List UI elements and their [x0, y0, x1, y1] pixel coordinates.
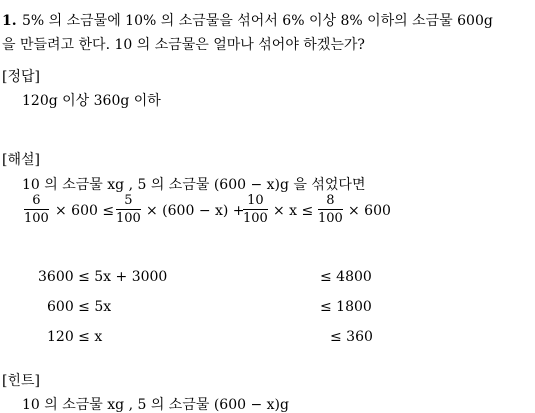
fraction-3-numerator: 10 [243, 194, 268, 210]
problem-number: 1. [2, 13, 17, 29]
hint-text: 10 의 소금물 xg , 5 의 소금물 (600 − x)g [22, 397, 289, 413]
fraction-2 [116, 194, 141, 225]
problem-line-1: 5% 의 소금물에 10% 의 소금물을 섞어서 6% 이상 8% 이하의 소금물 600g [22, 13, 493, 29]
hint-heading: [힌트] [2, 373, 40, 389]
fraction-1-numerator: 6 [24, 194, 49, 210]
answer-heading: [정답] [2, 69, 40, 85]
fraction-2-numerator: 5 [116, 194, 141, 210]
answer-text: 120g 이상 360g 이하 [22, 93, 161, 109]
fraction-4-denominator: 100 [318, 211, 343, 226]
explanation-line-1: 10 의 소금물 xg , 5 의 소금물 (600 − x)g 을 섞었다면 [22, 177, 366, 193]
fraction-4-numerator: 8 [318, 194, 343, 210]
step-1-left: 3600 ≤ 5x + 3000 [38, 269, 168, 285]
step-3-right: ≤ 360 [330, 329, 373, 345]
step-1-right: ≤ 4800 [320, 269, 372, 285]
inequality-part-2: × (600 − x) + [146, 203, 245, 219]
step-2-right: ≤ 1800 [320, 299, 372, 315]
inequality-part-4: × 600 [348, 203, 391, 219]
problem-line-2: 을 만들려고 한다. 10 의 소금물은 얼마나 섞어야 하겠는가? [2, 37, 365, 53]
step-2-left: 600 ≤ 5x [47, 299, 112, 315]
explanation-heading: [해설] [2, 152, 40, 168]
fraction-3-denominator: 100 [243, 211, 268, 226]
fraction-2-denominator: 100 [116, 211, 141, 226]
fraction-4 [318, 194, 343, 225]
inequality-part-3: × x ≤ [273, 203, 314, 219]
inequality-part-1: × 600 ≤ [55, 203, 115, 219]
fraction-3 [243, 194, 268, 225]
fraction-1-denominator: 100 [24, 211, 49, 226]
step-3-left: 120 ≤ x [47, 329, 103, 345]
fraction-1 [24, 194, 49, 225]
